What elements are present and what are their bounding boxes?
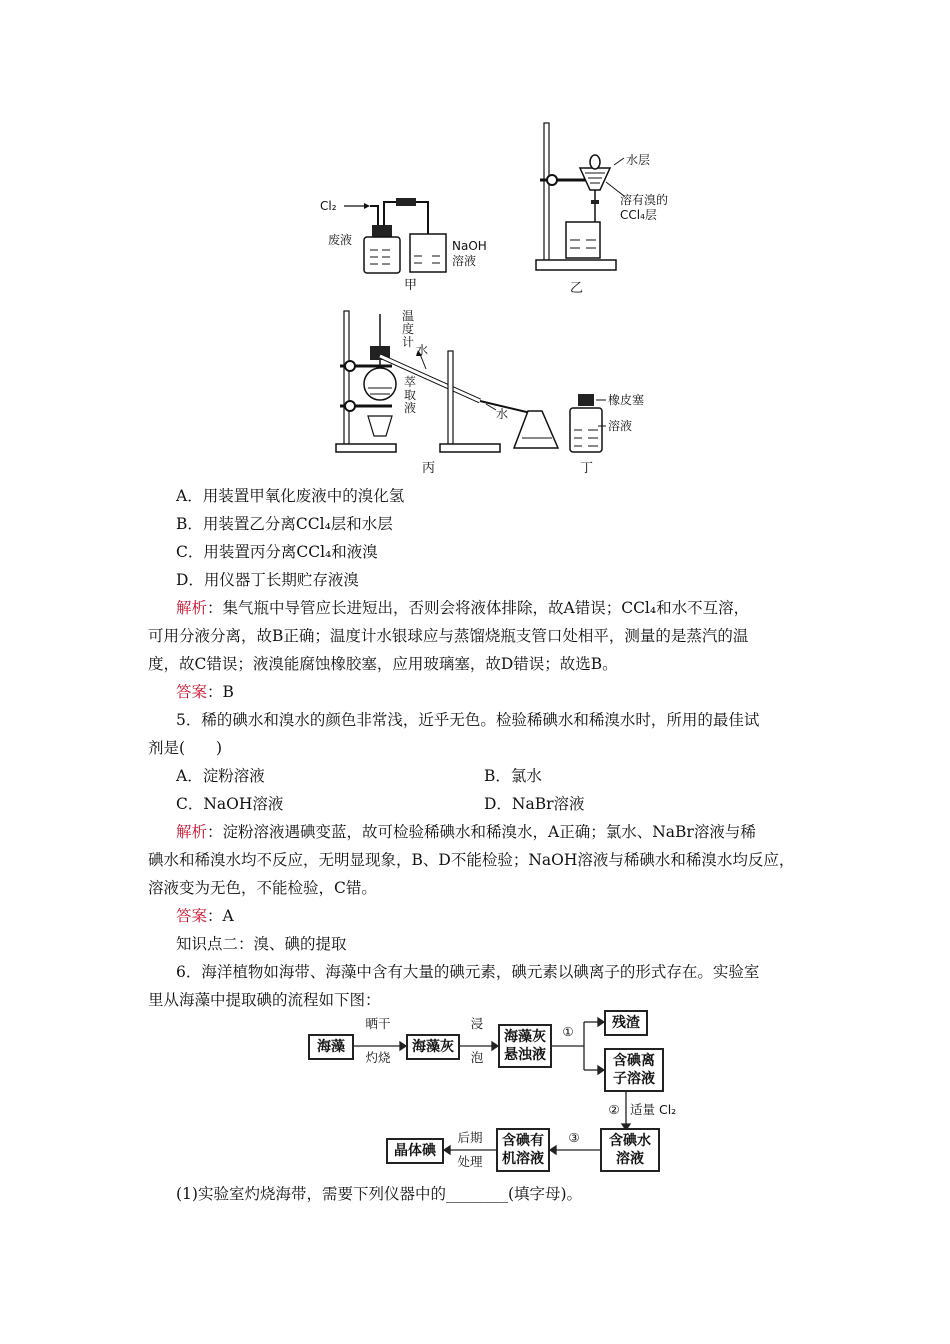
- q4-option-c: C．用装置丙分离CCl₄和液溴: [176, 543, 378, 561]
- solution-label-ding: 溶液: [608, 419, 633, 433]
- flow-box-residue: 残渣: [604, 1010, 648, 1036]
- q5-option-a: A．淀粉溶液: [176, 767, 265, 785]
- q6-sub-question-1: (1)实验室灼烧海带，需要下列仪器中的________(填字母)。: [176, 1185, 583, 1203]
- answer-label: 答案: [176, 683, 208, 701]
- knowledge-point-2: 知识点二：溴、碘的提取: [176, 935, 347, 953]
- q5-stem-line-1: 5．稀的碘水和溴水的颜色非常浅，近乎无色。检验稀碘水和稀溴水时，所用的最佳试: [176, 711, 760, 729]
- caption-bing: 丙: [422, 461, 436, 476]
- thermometer-label-3: 计: [402, 335, 415, 349]
- q6-stem-line-1: 6．海洋植物如海带、海藻中含有大量的碘元素，碘元素以碘离子的形式存在。实验室: [176, 963, 760, 981]
- flow-box-iodine-water-line-1: 含碘水: [609, 1133, 651, 1149]
- q5-analysis-line-3: 溶液变为无色，不能检验，C错。: [148, 879, 377, 897]
- q4-analysis-line-3: 度，故C错误；液溴能腐蚀橡胶塞，应用玻璃塞，故D错误；故选B。: [148, 655, 618, 673]
- ccl4-label-1: 溶有溴的: [620, 193, 669, 207]
- thermometer-label-1: 温: [402, 309, 415, 323]
- flow-step-2-marker: ②: [608, 1102, 620, 1117]
- flow-box-suspension: [498, 1024, 552, 1068]
- flow-step-soak-2: 泡: [470, 1050, 484, 1065]
- flow-box-seaweed: 海藻: [308, 1034, 354, 1060]
- apparatus-jia: [316, 190, 496, 295]
- q5-option-d: D．NaBr溶液: [484, 795, 585, 813]
- apparatus-bing: [330, 306, 580, 476]
- apparatus-ding: [560, 386, 660, 476]
- flow-step-post-1: 后期: [457, 1130, 483, 1145]
- flow-box-suspension-line-1: 海藻灰: [504, 1029, 546, 1045]
- water-layer-label: 水层: [626, 153, 651, 167]
- flow-step-post-2: 处理: [457, 1154, 483, 1169]
- flow-box-organic-solution: [496, 1128, 550, 1172]
- naoh-label: NaOH: [452, 239, 487, 253]
- analysis-text: ：淀粉溶液遇碘变蓝，故可检验稀碘水和稀溴水，A正确；氯水、NaBr溶液与稀: [207, 823, 756, 841]
- q5-stem-line-2: 剂是( ): [148, 739, 223, 757]
- answer-label: 答案: [176, 907, 208, 925]
- flow-step-3-marker: ③: [568, 1130, 580, 1145]
- answer-value: ：A: [207, 907, 234, 925]
- q4-option-b: B．用装置乙分离CCl₄层和水层: [176, 515, 393, 533]
- flow-step-soak-1: 浸: [470, 1016, 484, 1031]
- flow-box-iodide-line-2: 子溶液: [613, 1071, 655, 1087]
- flow-step-1-marker: ①: [562, 1024, 574, 1039]
- q4-analysis-line-2: 可用分液分离，故B正确；温度计水银球应与蒸馏烧瓶支管口处相平，测量的是蒸汽的温: [148, 627, 749, 645]
- caption-jia: 甲: [404, 278, 418, 293]
- q5-option-c: C．NaOH溶液: [176, 795, 284, 813]
- q4-analysis-line-1: [176, 598, 749, 618]
- ccl4-label-2: CCl₄层: [620, 208, 657, 222]
- flow-box-organic-line-2: 机溶液: [502, 1151, 544, 1167]
- analysis-label: 解析: [176, 599, 208, 617]
- q4-answer: [176, 682, 234, 702]
- apparatus-yi: [530, 120, 680, 298]
- q5-analysis-line-1: [176, 822, 756, 842]
- q6-stem-line-2: 里从海藻中提取碘的流程如下图：: [148, 991, 381, 1009]
- extract-label-3: 液: [404, 401, 417, 415]
- analysis-text: ：集气瓶中导管应长进短出，否则会将液体排除，故A错误；CCl₄和水不互溶，: [207, 599, 750, 617]
- flow-box-iodine-water: [600, 1128, 660, 1172]
- flow-box-iodine-water-line-2: 溶液: [616, 1151, 644, 1167]
- analysis-label: 解析: [176, 823, 208, 841]
- flow-box-iodide-solution: [604, 1048, 664, 1092]
- flow-box-organic-line-1: 含碘有: [502, 1133, 544, 1149]
- extract-label-1: 萃: [404, 375, 417, 389]
- q4-option-d: D．用仪器丁长期贮存液溴: [176, 571, 359, 589]
- stopper-label: 橡皮塞: [608, 393, 645, 407]
- caption-yi: 乙: [570, 281, 584, 296]
- flow-reagent-cl2: 适量 Cl₂: [630, 1102, 677, 1117]
- flow-box-ash: 海藻灰: [406, 1034, 460, 1060]
- solution-label: 溶液: [452, 254, 477, 268]
- flow-step-burn: 灼烧: [365, 1050, 391, 1065]
- iodine-extraction-flowchart: [300, 1004, 700, 1176]
- flow-box-crystal-iodine: 晶体碘: [386, 1138, 444, 1164]
- flow-box-iodide-line-1: 含碘离: [613, 1053, 655, 1069]
- thermometer-label-2: 度: [402, 322, 415, 336]
- q5-answer: [176, 906, 234, 926]
- water-in-label: 水: [496, 407, 509, 421]
- cl2-label: Cl₂: [320, 199, 337, 213]
- flow-box-suspension-line-2: 悬浊液: [504, 1047, 546, 1063]
- q5-analysis-line-2: 碘水和稀溴水均不反应，无明显现象，B、D不能检验；NaOH溶液与稀碘水和稀溴水均反应，: [148, 851, 795, 869]
- answer-value: ：B: [207, 683, 234, 701]
- q5-option-b: B．氯水: [484, 767, 542, 785]
- flow-step-dry: 晒干: [365, 1016, 391, 1031]
- caption-ding: 丁: [580, 461, 594, 476]
- extract-label-2: 取: [404, 388, 417, 402]
- water-out-label: 水: [416, 343, 429, 357]
- waste-liquid-label: 废液: [328, 233, 353, 247]
- q4-option-a: A．用装置甲氧化废液中的溴化氢: [176, 487, 405, 505]
